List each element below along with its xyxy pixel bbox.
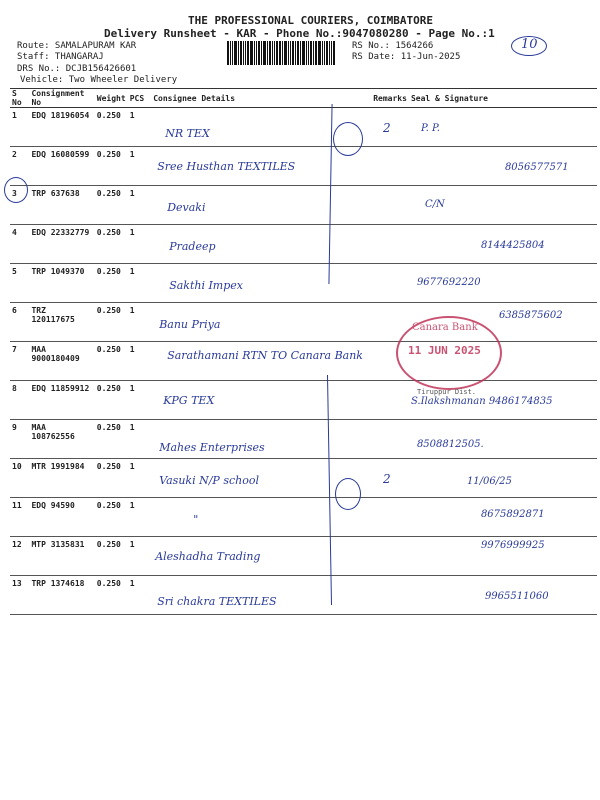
col-remarks: Remarks [365, 89, 409, 108]
sno-cell: 12 [10, 537, 29, 576]
remarks-cell [365, 264, 409, 303]
handwritten-consignee: Sarathamani RTN TO Canara Bank [167, 349, 363, 362]
signature-cell [409, 537, 597, 576]
signature-cell [409, 264, 597, 303]
remarks-cell [365, 576, 409, 615]
barcode-bar [326, 41, 328, 65]
barcode-bar [279, 41, 281, 65]
pcs-cell: 1 [128, 537, 152, 576]
table-row [10, 498, 597, 537]
weight-cell: 0.250 [95, 342, 128, 381]
stamp-district: Tiruppur Dist. [417, 388, 477, 396]
remarks-circle-1 [333, 122, 363, 156]
barcode-bar [302, 41, 305, 65]
barcode-bar [240, 41, 242, 65]
consignment-cell: MAA 108762556 [29, 420, 94, 459]
sno-cell: 13 [10, 576, 29, 615]
table-row [10, 342, 597, 381]
pcs-cell: 1 [128, 186, 152, 225]
table-row [10, 537, 597, 576]
consignee-cell [151, 537, 365, 576]
bank-stamp [396, 316, 502, 390]
handwritten-remark: 2 [382, 121, 391, 135]
barcode-bar [310, 41, 312, 65]
pcs-cell: 1 [128, 459, 152, 498]
pcs-cell: 1 [128, 342, 152, 381]
consignment-cell: EDQ 11859912 [29, 381, 94, 420]
barcode-bar [272, 41, 273, 65]
table-row [10, 420, 597, 459]
sno-cell: 9 [10, 420, 29, 459]
table-row [10, 264, 597, 303]
consignee-cell [151, 303, 365, 342]
staff-label: Staff: THANGARAJ [17, 52, 104, 62]
route-label: Route: SAMALAPURAM KAR [17, 41, 137, 51]
pcs-cell: 1 [128, 108, 152, 147]
circled-page-count-text: 10 [521, 37, 538, 52]
weight-cell: 0.250 [95, 264, 128, 303]
weight-cell: 0.250 [95, 186, 128, 225]
barcode-bar [263, 41, 266, 65]
table-row [10, 303, 597, 342]
remarks-cell [365, 459, 409, 498]
sno-cell: 7 [10, 342, 29, 381]
consignment-cell: MTP 3135831 [29, 537, 94, 576]
consignee-cell [151, 147, 365, 186]
remarks-cell [365, 186, 409, 225]
consignment-cell: EDQ 94590 [29, 498, 94, 537]
sno-cell: 11 [10, 498, 29, 537]
handwritten-consignee: Sree Husthan TEXTILES [157, 160, 296, 173]
barcode-bar [284, 41, 287, 65]
consignment-cell: MTR 1991984 [29, 459, 94, 498]
signature-cell [409, 108, 597, 147]
handwritten-consignee: Sri chakra TEXTILES [157, 595, 277, 608]
weight-cell: 0.250 [95, 537, 128, 576]
remarks-cell [365, 537, 409, 576]
consignment-cell: TRP 1049370 [29, 264, 94, 303]
table-row [10, 186, 597, 225]
sno-cell: 2 [10, 147, 29, 186]
barcode-bar [329, 41, 330, 65]
signature-cell [409, 420, 597, 459]
consignee-cell [151, 498, 365, 537]
handwritten-consignee: Pradeep [169, 240, 216, 253]
weight-cell: 0.250 [95, 108, 128, 147]
consignee-cell [151, 264, 365, 303]
consignee-cell [151, 225, 365, 264]
handwritten-consignee: NR TEX [165, 127, 210, 140]
consignee-cell [151, 186, 365, 225]
remarks-cell [365, 381, 409, 420]
signature-cell [409, 498, 597, 537]
barcode-bar [230, 41, 231, 65]
barcode-bar [297, 41, 299, 65]
barcode [227, 41, 345, 65]
consignment-cell: TRP 1374618 [29, 576, 94, 615]
sno-cell: 6 [10, 303, 29, 342]
barcode-bar [254, 41, 255, 65]
col-consignee: Consignee Details [151, 89, 365, 108]
remarks-cell [365, 108, 409, 147]
barcode-bar [234, 41, 237, 65]
barcode-bar [245, 41, 246, 65]
consignee-cell [151, 342, 365, 381]
pcs-cell: 1 [128, 381, 152, 420]
sno-cell: 3 [10, 186, 29, 225]
barcode-bar [295, 41, 296, 65]
barcode-bar [243, 41, 244, 65]
handwritten-consignee: Banu Priya [159, 318, 221, 331]
barcode-bar [306, 41, 307, 65]
barcode-bar [308, 41, 309, 65]
handwritten-consignee: Devaki [167, 201, 206, 214]
handwritten-remark: 2 [382, 472, 391, 486]
barcode-bar [261, 41, 262, 65]
col-pcs: PCS [128, 89, 152, 108]
signature-cell [409, 459, 597, 498]
signature-cell [409, 576, 597, 615]
table-row [10, 147, 597, 186]
barcode-bar [318, 41, 321, 65]
stamp-bank-name: Canara Bank [412, 322, 478, 333]
table-row [10, 381, 597, 420]
consignment-cell: TRZ 120117675 [29, 303, 94, 342]
sno-cell: 1 [10, 108, 29, 147]
table-row [10, 459, 597, 498]
consignment-cell: EDQ 16080599 [29, 147, 94, 186]
table-row [10, 225, 597, 264]
handwritten-signature: P. P. [420, 123, 440, 134]
pcs-cell: 1 [128, 264, 152, 303]
barcode-bar [288, 41, 289, 65]
col-seal-signature: Seal & Signature [409, 89, 597, 108]
signature-cell [409, 147, 597, 186]
col-weight: Weight [95, 89, 128, 108]
barcode-bar [313, 41, 314, 65]
pcs-cell: 1 [128, 303, 152, 342]
handwritten-consignee: " [193, 513, 199, 526]
barcode-bar [258, 41, 260, 65]
handwritten-consignee: Vasuki N/P school [159, 474, 259, 487]
handwritten-consignee: Aleshadha Trading [155, 550, 261, 563]
rs-no-label: RS No.: 1564266 [352, 41, 434, 51]
consignee-cell [151, 576, 365, 615]
barcode-bar [290, 41, 291, 65]
handwritten-consignee: KPG TEX [163, 394, 215, 407]
sno-cell: 8 [10, 381, 29, 420]
consignee-cell [151, 420, 365, 459]
weight-cell: 0.250 [95, 420, 128, 459]
barcode-bar [256, 41, 257, 65]
stamp-date: 11 JUN 2025 [408, 344, 481, 357]
handwritten-signature: 9965511060 [484, 591, 549, 602]
handwritten-signature: C/N [424, 199, 445, 210]
barcode-bar [300, 41, 301, 65]
consignment-cell: EDQ 22332779 [29, 225, 94, 264]
handwritten-signature: 8056577571 [504, 162, 569, 173]
consignment-cell: TRP 637638 [29, 186, 94, 225]
weight-cell: 0.250 [95, 303, 128, 342]
handwritten-signature: 8508812505. [416, 439, 484, 450]
consignee-cell [151, 381, 365, 420]
runsheet-subtitle: Delivery Runsheet - KAR - Phone No.:9047080280 - Page No.:1 [104, 27, 495, 40]
pcs-cell: 1 [128, 225, 152, 264]
barcode-bar [324, 41, 325, 65]
table-row [10, 108, 597, 147]
barcode-bar [269, 41, 271, 65]
barcode-bar [276, 41, 278, 65]
barcode-bar [333, 41, 335, 65]
remarks-circle-10 [335, 478, 361, 510]
barcode-bar [247, 41, 249, 65]
signature-cell [409, 225, 597, 264]
table-row [10, 576, 597, 615]
barcode-bar [267, 41, 268, 65]
remarks-cell [365, 498, 409, 537]
barcode-bar [238, 41, 239, 65]
pcs-cell: 1 [128, 498, 152, 537]
handwritten-signature: 9976999925 [480, 540, 545, 551]
barcode-bar [274, 41, 275, 65]
signature-cell [409, 186, 597, 225]
handwritten-signature: 11/06/25 [466, 476, 512, 487]
pcs-cell: 1 [128, 147, 152, 186]
weight-cell: 0.250 [95, 147, 128, 186]
handwritten-signature: 6385875602 [498, 310, 563, 321]
sno-cell: 10 [10, 459, 29, 498]
weight-cell: 0.250 [95, 225, 128, 264]
handwritten-signature: 8144425804 [480, 240, 545, 251]
weight-cell: 0.250 [95, 459, 128, 498]
remarks-cell [365, 225, 409, 264]
barcode-bar [315, 41, 317, 65]
sno-cell: 4 [10, 225, 29, 264]
rs-date-label: RS Date: 11-Jun-2025 [352, 52, 461, 62]
pcs-cell: 1 [128, 420, 152, 459]
barcode-bar [282, 41, 283, 65]
table-header-row [10, 89, 597, 108]
weight-cell: 0.250 [95, 498, 128, 537]
col-consignment: Consignment No [29, 89, 94, 108]
consignment-cell: MAA 9000180409 [29, 342, 94, 381]
weight-cell: 0.250 [95, 381, 128, 420]
vehicle-label: Vehicle: Two Wheeler Delivery [20, 75, 178, 85]
pcs-cell: 1 [128, 576, 152, 615]
handwritten-signature: 9677692220 [416, 277, 481, 288]
sno-cell: 5 [10, 264, 29, 303]
drs-label: DRS No.: DCJB156426601 [17, 64, 137, 74]
handwritten-signature: 8675892871 [480, 509, 545, 520]
consignee-cell [151, 459, 365, 498]
weight-cell: 0.250 [95, 576, 128, 615]
sno-circle-3 [4, 177, 28, 203]
remarks-cell [365, 420, 409, 459]
barcode-bar [322, 41, 323, 65]
barcode-bar [292, 41, 294, 65]
remarks-cell [365, 147, 409, 186]
handwritten-consignee: Mahes Enterprises [159, 441, 265, 454]
handwritten-consignee: Sakthi Impex [169, 279, 243, 292]
handwritten-signature: S.Ilakshmanan 9486174835 [410, 396, 553, 407]
consignment-cell: EDQ 18196054 [29, 108, 94, 147]
barcode-bar [227, 41, 229, 65]
runsheet-table [10, 88, 597, 615]
barcode-bar [331, 41, 332, 65]
company-title: THE PROFESSIONAL COURIERS, COIMBATORE [188, 14, 434, 27]
barcode-bar [250, 41, 253, 65]
col-sno: S No [10, 89, 29, 108]
barcode-bar [232, 41, 233, 65]
